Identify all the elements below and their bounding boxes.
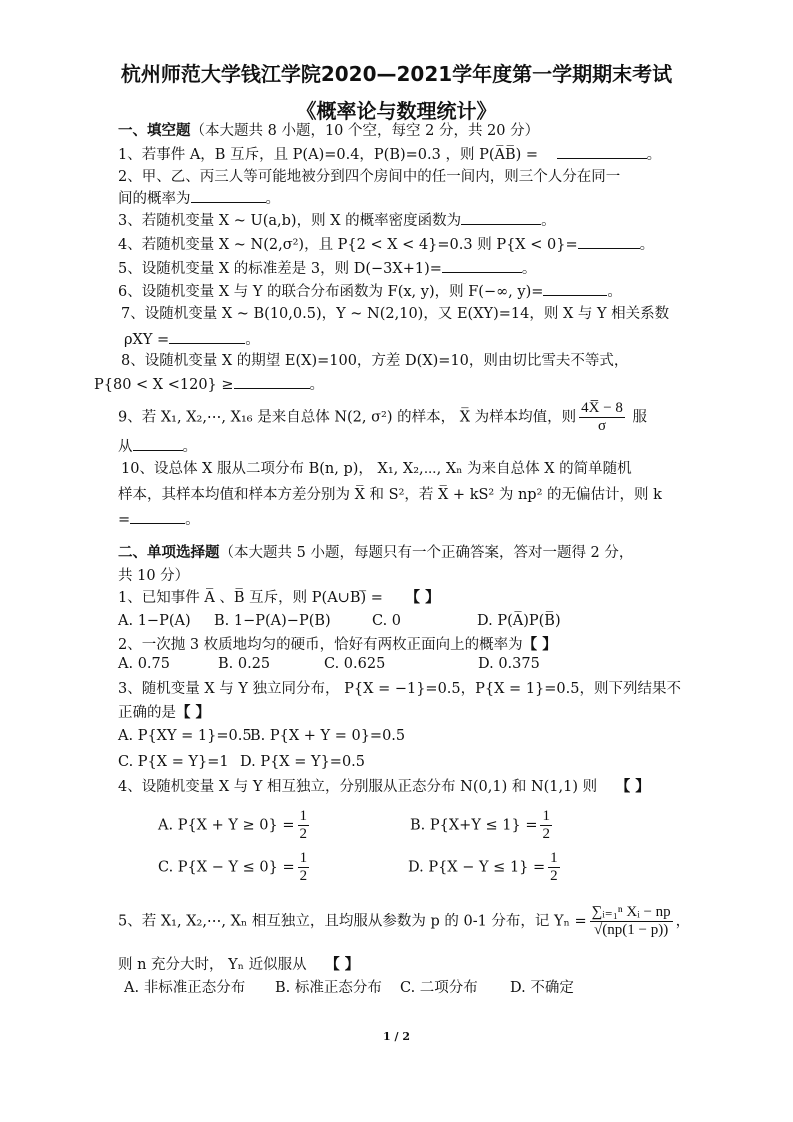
fill-q1	[118, 144, 661, 165]
question-text: 2、一次抛 3 枚质地均匀的硬币，恰好有两枚正面向上的概率为	[118, 637, 523, 653]
answer-blank	[169, 329, 245, 344]
fraction	[548, 850, 560, 885]
fill-q5	[118, 258, 536, 279]
fraction	[540, 808, 552, 843]
fill-q10-cont2	[118, 509, 200, 530]
section1-heading: 一、填空题	[118, 123, 191, 139]
q1-option-b: B. 1−P(A)−P(B)	[214, 613, 331, 629]
q1-option-d: D. P(A̅)P(B̅)	[477, 613, 561, 629]
q3-option-d: D. P{X = Y}=0.5	[240, 754, 366, 770]
question-text: ρXY =	[124, 332, 170, 348]
q4-option-b	[410, 808, 555, 843]
answer-bracket: 【 】	[405, 589, 440, 606]
fill-q6	[118, 281, 622, 302]
fraction	[298, 808, 310, 843]
fill-q7: 7、设随机变量 X ~ B(10,0.5)，Y ~ N(2,10)，又 E(XY)=14，则 X 与 Y 相关系数	[121, 306, 670, 322]
choice-q3-cont	[118, 703, 210, 723]
q3-option-c: C. P{X = Y}=1	[118, 754, 229, 770]
answer-blank	[133, 436, 183, 451]
section1-header	[118, 121, 539, 141]
option-text: C. P{X − Y ≤ 0} =	[158, 859, 295, 876]
denominator: σ	[597, 418, 607, 434]
answer-bracket: 【 】	[522, 636, 557, 653]
answer-bracket: 【 】	[325, 956, 360, 973]
option-text: B. P{X+Y ≤ 1} =	[410, 817, 538, 834]
fraction	[579, 400, 625, 435]
comma: ，	[675, 913, 691, 930]
answer-blank	[442, 258, 522, 273]
page-number: 1 / 2	[383, 1030, 410, 1043]
answer-blank	[191, 188, 266, 203]
q4-option-c	[158, 850, 312, 885]
period: 。	[607, 284, 622, 300]
fraction	[590, 904, 673, 939]
choice-q4	[118, 777, 650, 797]
section2-note-cont: 共 10 分）	[118, 568, 190, 584]
section2-note: （本大题共 5 小题，每题只有一个正确答案，答对一题得 2 分，	[219, 545, 634, 561]
q1-option-a: A. 1−P(A)	[118, 613, 191, 629]
q2-option-a: A. 0.75	[118, 656, 170, 672]
choice-q2	[118, 635, 557, 655]
fill-q10-cont: 样本，其样本均值和样本方差分别为 X̅ 和 S²，若 X̅ + kS² 为 np² 的无偏估计，则 k	[118, 487, 662, 503]
question-text: 6、设随机变量 X 与 Y 的联合分布函数为 F(x, y)，则 F(−∞, y)=	[118, 284, 544, 300]
question-text: 5、设随机变量 X 的标准差是 3，则 D(−3X+1)=	[118, 261, 442, 277]
section2-heading: 二、单项选择题	[118, 545, 220, 561]
choice-q5-cont	[118, 955, 359, 975]
question-text: 5、若 X₁, X₂,⋯, Xₙ 相互独立，且均服从参数为 p 的 0-1 分布，记 Yₙ =	[118, 913, 587, 930]
fill-q2-cont	[118, 188, 280, 209]
period: 。	[541, 213, 556, 229]
period: 。	[521, 261, 537, 277]
denominator: √(np(1 − p))	[594, 922, 669, 938]
option-text: D. P{X − Y ≤ 1} =	[408, 859, 546, 876]
fill-q4	[118, 234, 654, 255]
section1-note: （本大题共 8 小题，10 个空，每空 2 分，共 20 分）	[190, 123, 540, 139]
q4-option-a	[158, 808, 312, 843]
choice-q5	[118, 904, 690, 939]
numerator: ∑ᵢ₌₁ⁿ Xᵢ − np	[591, 904, 671, 920]
question-text: 9、若 X₁, X₂,⋯, X₁₆ 是来自总体 N(2, σ²) 的样本， X̅ 为样本均值，则	[118, 409, 577, 426]
q2-option-b: B. 0.25	[218, 656, 271, 672]
q5-option-d: D. 不确定	[510, 980, 574, 996]
fill-q7-cont	[124, 329, 260, 350]
numerator: 1	[299, 850, 308, 866]
question-text: 3、若随机变量 X ~ U(a,b)，则 X 的概率密度函数为	[118, 213, 462, 229]
fill-q10: 10、设总体 X 服从二项分布 B(n, p)， X₁, X₂,⋯, Xₙ 为来自总体 X 的简单随机	[121, 461, 632, 477]
fill-q9	[118, 400, 647, 435]
period: 。	[646, 147, 662, 163]
fraction	[298, 850, 310, 885]
question-text: 间的概率为	[118, 191, 191, 207]
answer-blank	[557, 144, 647, 159]
period: 。	[245, 332, 260, 348]
question-text: 1、若事件 A，B 互斥，且 P(A)=0.4，P(B)=0.3 ，则 P(A̅B̅) =	[118, 147, 539, 163]
q3-option-b: B. P{X + Y = 0}=0.5	[250, 728, 406, 744]
numerator: 1	[299, 808, 308, 824]
question-text: 从	[118, 439, 133, 455]
answer-bracket: 【 】	[615, 778, 650, 795]
numerator: 1	[542, 808, 550, 824]
choice-q1	[118, 588, 440, 608]
q5-option-a: A. 非标准正态分布	[124, 980, 246, 996]
question-text: 正确的是	[118, 705, 176, 721]
question-text: 1、已知事件 A̅ 、B̅ 互斥，则 P(A∪B)̅ =	[118, 590, 383, 606]
q2-option-c: C. 0.625	[324, 656, 386, 672]
choice-q3: 3、随机变量 X 与 Y 独立同分布， P{X = −1}=0.5，P{X = 1}=0.5，则下列结果不	[118, 681, 681, 697]
answer-blank	[130, 509, 185, 524]
section2-header	[118, 543, 633, 563]
question-text: =	[118, 512, 131, 528]
period: 。	[639, 237, 655, 253]
period: 。	[185, 512, 200, 528]
period: 。	[265, 191, 280, 207]
fill-q2: 2、甲、乙、丙三人等可能地被分到四个房间中的任一间内，则三个人分在同一	[118, 169, 621, 185]
numerator: 4X̅ − 8	[581, 400, 623, 416]
course-title: 《概率论与数理统计》	[296, 99, 497, 123]
q5-option-c: C. 二项分布	[400, 980, 478, 996]
period: 。	[182, 439, 197, 455]
q3-option-a: A. P{XY = 1}=0.5	[118, 728, 252, 744]
question-text: 服	[632, 409, 648, 426]
q4-option-d	[408, 850, 563, 885]
fill-q8-cont	[94, 374, 324, 395]
fill-q9-cont	[118, 436, 197, 457]
fill-q8: 8、设随机变量 X 的期望 E(X)=100，方差 D(X)=10，则由切比雪夫不等式，	[121, 353, 629, 369]
denominator: 2	[550, 868, 558, 884]
q1-option-c: C. 0	[372, 613, 402, 629]
question-text: 4、若随机变量 X ~ N(2,σ²)，且 P{2 < X < 4}=0.3 则 P{X < 0}=	[118, 237, 578, 253]
q2-option-d: D. 0.375	[478, 656, 540, 672]
denominator: 2	[542, 826, 550, 842]
denominator: 2	[299, 826, 308, 842]
option-text: A. P{X + Y ≥ 0} =	[158, 817, 295, 834]
question-text: P{80 < X <120} ≥	[94, 377, 234, 393]
q5-option-b: B. 标准正态分布	[275, 980, 382, 996]
answer-blank	[578, 234, 640, 249]
exam-title: 杭州师范大学钱江学院2020—2021学年度第一学期期末考试	[120, 62, 673, 86]
numerator: 1	[550, 850, 558, 866]
question-text: 则 n 充分大时， Yₙ 近似服从	[118, 957, 307, 973]
question-text: 4、设随机变量 X 与 Y 相互独立，分别服从正态分布 N(0,1) 和 N(1,1) 则	[118, 779, 598, 795]
fill-q3	[118, 210, 556, 231]
answer-blank	[461, 210, 541, 225]
answer-bracket: 【 】	[176, 704, 211, 721]
period: 。	[309, 377, 325, 393]
answer-blank	[543, 281, 607, 296]
denominator: 2	[299, 868, 308, 884]
answer-blank	[234, 374, 310, 389]
